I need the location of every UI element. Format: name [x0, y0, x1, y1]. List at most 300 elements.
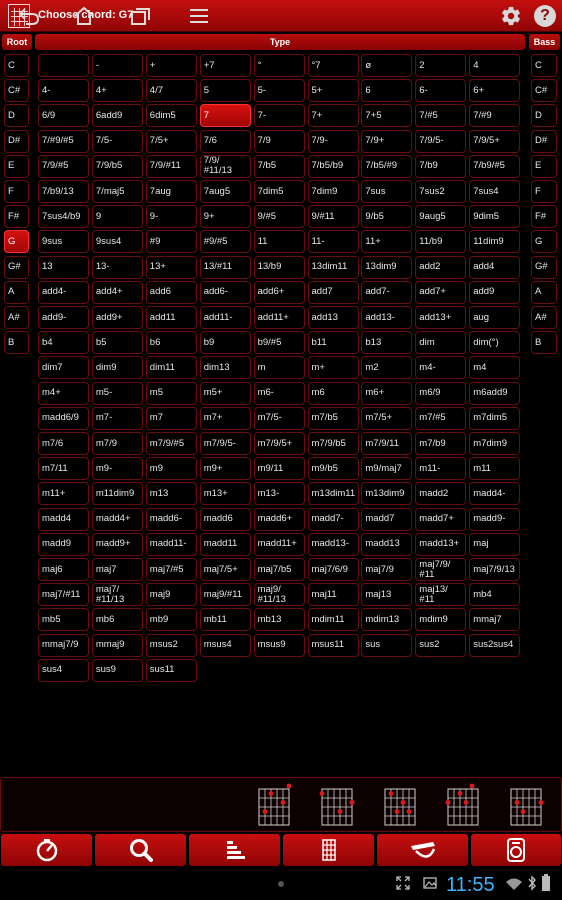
chord-type-maj9-sharp11-13[interactable] [254, 583, 305, 606]
chord-type-7-b9-13[interactable] [38, 180, 89, 203]
cell-label: madd6/9 [42, 412, 79, 424]
cell-label: 4/7 [149, 84, 164, 96]
chord-type-7-sharp5[interactable] [415, 104, 466, 127]
chord-type-maj7-9-13[interactable] [469, 558, 520, 581]
chord-type-7sus[interactable] [361, 180, 412, 203]
chord-type-m6[interactable] [308, 382, 359, 405]
cell-label: G# [8, 261, 21, 273]
chord-type-m13dim9[interactable] [361, 482, 412, 505]
cell-label: m6+ [365, 387, 385, 399]
chord-type-m9plus[interactable] [200, 457, 251, 480]
chord-type-add13plus[interactable] [415, 306, 466, 329]
chord-type-7dim5[interactable] [254, 180, 305, 203]
cell-label: m7/9/5+ [257, 437, 293, 449]
chord-type-9[interactable] [92, 205, 143, 228]
chord-type-dim9[interactable] [92, 356, 143, 379]
cell-label: 11 [257, 235, 268, 247]
bass-c[interactable] [531, 54, 557, 77]
chord-type-m5plus[interactable] [200, 382, 251, 405]
chord-type-add7plus[interactable] [415, 281, 466, 304]
chord-type-m7-11[interactable] [38, 457, 89, 480]
chord-type-m7-b9[interactable] [415, 432, 466, 455]
chord-type-madd13plus[interactable] [415, 533, 466, 556]
chord-type-add9[interactable] [469, 281, 520, 304]
chord-type-m13dim11[interactable] [308, 482, 359, 505]
cell-label: mb5 [42, 613, 61, 625]
chord-type-9sus4[interactable] [92, 230, 143, 253]
chord-type-7-9plus[interactable] [361, 130, 412, 153]
chord-type-5[interactable] [200, 79, 251, 102]
chord-type-7-9-b5[interactable] [92, 155, 143, 178]
chord-type-madd11[interactable] [200, 533, 251, 556]
cell-label: F [8, 185, 14, 197]
menu-icon[interactable] [188, 6, 210, 26]
chord-type-dim13[interactable] [200, 356, 251, 379]
chord-type-m7-9-sharp5[interactable] [146, 432, 197, 455]
chord-type-m7-b5[interactable] [308, 407, 359, 430]
chord-type-maj9[interactable] [146, 583, 197, 606]
chord-type-maj7[interactable] [92, 558, 143, 581]
metronome-button[interactable] [1, 834, 92, 866]
chord-type-6dim5[interactable] [146, 104, 197, 127]
chord-type-m6add9[interactable] [469, 382, 520, 405]
chord-type-m7-9-b5[interactable] [308, 432, 359, 455]
cell-label: F# [535, 210, 547, 222]
cell-label: 6/9 [42, 109, 56, 121]
chord-type-madd9plus[interactable] [92, 533, 143, 556]
chord-type-sus9[interactable] [92, 659, 143, 682]
chord-type-add11[interactable] [146, 306, 197, 329]
search-button[interactable] [95, 834, 186, 866]
cell-label: m7dim9 [473, 437, 507, 449]
chord-type-sus[interactable] [361, 634, 412, 657]
chord-type-4[interactable] [469, 54, 520, 77]
chord-type-aug[interactable] [469, 306, 520, 329]
chord-type-11-b9[interactable] [415, 230, 466, 253]
chord-type-empty[interactable] [92, 54, 143, 77]
chord-type-7aug[interactable] [146, 180, 197, 203]
chord-type-11[interactable] [254, 230, 305, 253]
root-c[interactable] [4, 54, 29, 77]
cell-label: 9dim5 [473, 210, 500, 222]
chord-type-m6-9[interactable] [415, 382, 466, 405]
chord-type-madd7plus[interactable] [415, 508, 466, 531]
grid-button[interactable] [283, 834, 374, 866]
chord-type-7-9-5[interactable] [415, 130, 466, 153]
chord-type-7-b5-sharp9[interactable] [361, 155, 412, 178]
cell-label: dim [419, 336, 435, 348]
chord-type-m7-9-5[interactable] [200, 432, 251, 455]
cell-label: 6add9 [95, 109, 123, 121]
chord-type-b9[interactable] [200, 331, 251, 354]
chord-type-m4[interactable] [415, 356, 466, 379]
chord-type-sus2sus4[interactable] [469, 634, 520, 657]
chord-type-add9plus[interactable] [92, 306, 143, 329]
root-csharp[interactable] [4, 79, 29, 102]
chord-type-plus7[interactable] [200, 54, 251, 77]
chord-type-9plus[interactable] [200, 205, 251, 228]
chord-type-mdim9[interactable] [415, 608, 466, 631]
chord-type-7dim9[interactable] [308, 180, 359, 203]
chord-type-add4[interactable] [469, 256, 520, 279]
wifi-icon [505, 877, 523, 891]
chord-type-mb5[interactable] [38, 608, 89, 631]
chord-type-7plus[interactable] [308, 104, 359, 127]
bass-dsharp[interactable] [531, 130, 557, 153]
chord-type-13-sharp11[interactable] [200, 256, 251, 279]
chord-type-maj9-sharp11[interactable] [200, 583, 251, 606]
cell-label: 11+ [365, 235, 381, 247]
chord-type-mb6[interactable] [92, 608, 143, 631]
cell-label: mmaj9 [95, 639, 125, 651]
root-b[interactable] [4, 331, 29, 354]
chord-type-msus11[interactable] [308, 634, 359, 657]
chord-type-add6[interactable] [200, 281, 251, 304]
chord-type-b11[interactable] [308, 331, 359, 354]
chord-type-dim[interactable] [254, 54, 305, 77]
root-d[interactable] [4, 104, 29, 127]
bass-fsharp[interactable] [531, 205, 557, 228]
chord-type-add9[interactable] [38, 306, 89, 329]
gear-icon[interactable] [500, 5, 522, 27]
chord-type-madd7[interactable] [361, 508, 412, 531]
chord-type-m13plus[interactable] [200, 482, 251, 505]
chord-type-m7-5[interactable] [254, 407, 305, 430]
chord-type-9dim5[interactable] [469, 205, 520, 228]
chord-type-mdim11[interactable] [308, 608, 359, 631]
chord-type-madd6[interactable] [200, 508, 251, 531]
chord-type-7-9-sharp11-13[interactable] [200, 155, 251, 178]
chord-type-b6[interactable] [146, 331, 197, 354]
chord-type-m11[interactable] [469, 457, 520, 480]
chord-type-madd6[interactable] [146, 508, 197, 531]
chord-type-m7dim5[interactable] [469, 407, 520, 430]
chord-type-add13[interactable] [308, 306, 359, 329]
chord-type-m11dim9[interactable] [92, 482, 143, 505]
chord-type-m7-sharp5[interactable] [415, 407, 466, 430]
cell-label: 6+ [473, 84, 485, 96]
chord-type-add7[interactable] [361, 281, 412, 304]
back-icon[interactable] [18, 6, 40, 26]
chord-type-m7-5plus[interactable] [361, 407, 412, 430]
chord-type-7-9-sharp5[interactable] [38, 155, 89, 178]
help-icon[interactable]: ? [534, 5, 556, 27]
chord-type-7-sharp9[interactable] [469, 104, 520, 127]
chord-type-mb11[interactable] [200, 608, 251, 631]
cell-label: madd6 [203, 513, 233, 525]
cell-label: 7dim9 [311, 185, 338, 197]
chord-type-sus4[interactable] [38, 659, 89, 682]
chord-type-7-9-5plus[interactable] [469, 130, 520, 153]
chord-type-6plus[interactable] [469, 79, 520, 102]
root-f[interactable] [4, 180, 29, 203]
chord-type-add11[interactable] [200, 306, 251, 329]
chord-type-add6plus[interactable] [254, 281, 305, 304]
chord-type-add13[interactable] [361, 306, 412, 329]
chord-type-7-b5[interactable] [254, 155, 305, 178]
bass-a[interactable] [531, 281, 557, 304]
bass-asharp[interactable] [531, 306, 557, 329]
chord-diagram-3 [382, 781, 422, 829]
chord-type-maj[interactable] [469, 533, 520, 556]
chord-type-m9[interactable] [92, 457, 143, 480]
chord-type-m13[interactable] [254, 482, 305, 505]
metronome-icon [34, 837, 60, 863]
chord-type-add6[interactable] [146, 281, 197, 304]
chord-type-b5[interactable] [92, 331, 143, 354]
chord-type-m7plus[interactable] [200, 407, 251, 430]
chord-type-7-b9-sharp5[interactable] [469, 155, 520, 178]
chord-type-6add9[interactable] [92, 104, 143, 127]
chord-type-6[interactable] [361, 79, 412, 102]
chord-type-m9-maj7[interactable] [361, 457, 412, 480]
chord-type-7aug5[interactable] [200, 180, 251, 203]
chord-type-9sus[interactable] [38, 230, 89, 253]
chord-type-mmaj7[interactable] [469, 608, 520, 631]
bass-d[interactable] [531, 104, 557, 127]
chord-type-7sus4-b9[interactable] [38, 205, 89, 228]
chord-type-madd9[interactable] [38, 533, 89, 556]
chord-type-maj7-b5[interactable] [254, 558, 305, 581]
chord-type-mmaj7-9[interactable] [38, 634, 89, 657]
chord-type-mplus[interactable] [308, 356, 359, 379]
cell-label: m11+ [42, 487, 66, 499]
chord-type-9aug5[interactable] [415, 205, 466, 228]
chord-type-13plus[interactable] [146, 256, 197, 279]
chord-type-b9-sharp5[interactable] [254, 331, 305, 354]
chord-type-11[interactable] [308, 230, 359, 253]
chord-type-add7[interactable] [308, 281, 359, 304]
chord-type-dim[interactable] [415, 331, 466, 354]
chord-type-m7-6[interactable] [38, 432, 89, 455]
chord-type-2[interactable] [415, 54, 466, 77]
cell-label: maj7/b5 [257, 563, 292, 575]
chord-type-add4plus[interactable] [92, 281, 143, 304]
chord-type-4-7[interactable] [146, 79, 197, 102]
chord-type-4plus[interactable] [92, 79, 143, 102]
chord-type-maj11[interactable] [308, 583, 359, 606]
chord-type-m11[interactable] [415, 457, 466, 480]
chord-type-maj7-sharp5[interactable] [146, 558, 197, 581]
cell-label: madd9- [473, 513, 506, 525]
chord-type-7sus2[interactable] [415, 180, 466, 203]
bass-e[interactable] [531, 155, 557, 178]
chord-type-6-9[interactable] [38, 104, 89, 127]
chord-type-m5[interactable] [92, 382, 143, 405]
chord-type-madd6-9[interactable] [38, 407, 89, 430]
cell-label: 11/b9 [419, 235, 443, 247]
chord-type-7-9[interactable] [254, 130, 305, 153]
cell-label: 7aug5 [203, 185, 231, 197]
chord-type-mb13[interactable] [254, 608, 305, 631]
chord-type-maj7-sharp11[interactable] [38, 583, 89, 606]
chord-type-7-5[interactable] [92, 130, 143, 153]
chord-type-7-sharp9-sharp5[interactable] [38, 130, 89, 153]
chord-type-dim7[interactable] [308, 54, 359, 77]
bass-f[interactable] [531, 180, 557, 203]
chord-type-13-b9[interactable] [254, 256, 305, 279]
bass-csharp[interactable] [531, 79, 557, 102]
chord-type-m5[interactable] [146, 382, 197, 405]
sort-button[interactable] [189, 834, 280, 866]
cell-label: m9/maj7 [365, 462, 402, 474]
chord-type-mb4[interactable] [469, 583, 520, 606]
chord-type-m9[interactable] [146, 457, 197, 480]
chord-type-m4[interactable] [469, 356, 520, 379]
chord-type-7sus4[interactable] [469, 180, 520, 203]
chord-type-maj7-9-sharp11[interactable] [415, 558, 466, 581]
chord-type-9-b5[interactable] [361, 205, 412, 228]
chord-type-7[interactable] [200, 104, 251, 127]
cell-label: b4 [42, 336, 53, 348]
chord-type-maj13-sharp11[interactable] [415, 583, 466, 606]
chord-type-maj6[interactable] [38, 558, 89, 581]
chord-type-madd2[interactable] [415, 482, 466, 505]
home-icon[interactable] [73, 6, 95, 26]
cell-label: C# [535, 84, 548, 96]
chord-type-m4plus[interactable] [38, 382, 89, 405]
chord-type-m6[interactable] [254, 382, 305, 405]
chord-type-m7-9-5plus[interactable] [254, 432, 305, 455]
bass-gsharp[interactable] [531, 256, 557, 279]
chord-type-7-6[interactable] [200, 130, 251, 153]
cell-label: G [535, 235, 543, 247]
chord-type-empty[interactable] [38, 54, 89, 77]
chord-type-maj7-9[interactable] [361, 558, 412, 581]
chord-type-9-sharp5[interactable] [254, 205, 305, 228]
chord-type-madd4[interactable] [469, 482, 520, 505]
chord-type-add11plus[interactable] [254, 306, 305, 329]
chord-type-dimdim[interactable] [469, 331, 520, 354]
chord-type-madd4plus[interactable] [92, 508, 143, 531]
chord-type-dim11[interactable] [146, 356, 197, 379]
root-gsharp[interactable] [4, 256, 29, 279]
chord-type-5[interactable] [254, 79, 305, 102]
chord-type-m2[interactable] [361, 356, 412, 379]
chord-type-madd13[interactable] [308, 533, 359, 556]
chord-type-13dim9[interactable] [361, 256, 412, 279]
chord-type-11plus[interactable] [361, 230, 412, 253]
chord-type-add2[interactable] [415, 256, 466, 279]
tuner-button[interactable] [471, 834, 561, 866]
cell-label: 7+5 [365, 109, 382, 121]
chord-type-maj7-sharp11-13[interactable] [92, 583, 143, 606]
capo-button[interactable] [377, 834, 468, 866]
chord-type-m7-9[interactable] [92, 432, 143, 455]
chord-type-7-b9[interactable] [415, 155, 466, 178]
chord-type-m[interactable] [254, 356, 305, 379]
chord-type-msus4[interactable] [200, 634, 251, 657]
chord-type-m7[interactable] [146, 407, 197, 430]
chord-type-9[interactable] [146, 205, 197, 228]
chord-type-13[interactable] [92, 256, 143, 279]
cell-label: msus2 [149, 639, 178, 651]
root-a[interactable] [4, 281, 29, 304]
chord-type-7-b5-b9[interactable] [308, 155, 359, 178]
chord-type-plus[interactable] [146, 54, 197, 77]
chord-type-add4[interactable] [38, 281, 89, 304]
cell-label: 13/#11 [203, 261, 233, 273]
chord-type-madd7[interactable] [308, 508, 359, 531]
cell-label: 7sus4/b9 [42, 210, 81, 222]
chord-type-dim7[interactable] [38, 356, 89, 379]
chord-type-7-5plus[interactable] [146, 130, 197, 153]
chord-type-m7dim9[interactable] [469, 432, 520, 455]
chord-type-7-maj5[interactable] [92, 180, 143, 203]
chord-type-m7-9-11[interactable] [361, 432, 412, 455]
chord-type-madd11plus[interactable] [254, 533, 305, 556]
chord-type-m7[interactable] [92, 407, 143, 430]
root-fsharp[interactable] [4, 205, 29, 228]
chord-type-half-dim[interactable] [361, 54, 412, 77]
cell-label: 7sus [365, 185, 386, 197]
chord-type-b4[interactable] [38, 331, 89, 354]
chord-type-sus2[interactable] [415, 634, 466, 657]
chord-type-sus11[interactable] [146, 659, 197, 682]
chord-type-m6plus[interactable] [361, 382, 412, 405]
chord-type-madd11[interactable] [146, 533, 197, 556]
chord-type-5plus[interactable] [308, 79, 359, 102]
root-e[interactable] [4, 155, 29, 178]
cell-label: maj6 [42, 563, 63, 575]
chord-type-6[interactable] [415, 79, 466, 102]
chord-type-7plus5[interactable] [361, 104, 412, 127]
chord-type-msus2[interactable] [146, 634, 197, 657]
bass-b[interactable] [531, 331, 557, 354]
chord-type-msus9[interactable] [254, 634, 305, 657]
chord-type-7-9[interactable] [308, 130, 359, 153]
chord-type-mdim13[interactable] [361, 608, 412, 631]
cell-label: ø [365, 59, 372, 71]
chord-type-maj7-6-9[interactable] [308, 558, 359, 581]
chord-type-m13[interactable] [146, 482, 197, 505]
chord-type-7-9-sharp11[interactable] [146, 155, 197, 178]
cell-label: m6/9 [419, 387, 441, 399]
cell-label: B [8, 336, 15, 348]
type-header: Type [35, 34, 525, 50]
cell-label: 13- [95, 261, 110, 273]
chord-type-madd9[interactable] [469, 508, 520, 531]
chord-type-mmaj9[interactable] [92, 634, 143, 657]
cell-label: msus4 [203, 639, 232, 651]
chord-type-7[interactable] [254, 104, 305, 127]
chord-type-13dim11[interactable] [308, 256, 359, 279]
chord-type-mb9[interactable] [146, 608, 197, 631]
chord-type-b13[interactable] [361, 331, 412, 354]
chord-type-maj7-5plus[interactable] [200, 558, 251, 581]
cell-label: madd9 [42, 538, 72, 550]
chord-type-madd4[interactable] [38, 508, 89, 531]
chord-type-m11plus[interactable] [38, 482, 89, 505]
root-asharp[interactable] [4, 306, 29, 329]
chord-type-9-sharp11[interactable] [308, 205, 359, 228]
chord-type-13[interactable] [38, 256, 89, 279]
chord-type-11dim9[interactable] [469, 230, 520, 253]
chord-type-4[interactable] [38, 79, 89, 102]
chord-type-m9-11[interactable] [254, 457, 305, 480]
root-dsharp[interactable] [4, 130, 29, 153]
root-g[interactable] [4, 230, 29, 253]
chord-type-madd6plus[interactable] [254, 508, 305, 531]
chord-type-madd13[interactable] [361, 533, 412, 556]
chord-type-m9-b5[interactable] [308, 457, 359, 480]
recent-apps-icon[interactable] [130, 6, 152, 26]
cell-label: msus11 [311, 639, 345, 651]
chord-type-sharp9[interactable] [146, 230, 197, 253]
bass-g[interactable] [531, 230, 557, 253]
chord-type-sharp9-sharp5[interactable] [200, 230, 251, 253]
chord-type-maj13[interactable] [361, 583, 412, 606]
